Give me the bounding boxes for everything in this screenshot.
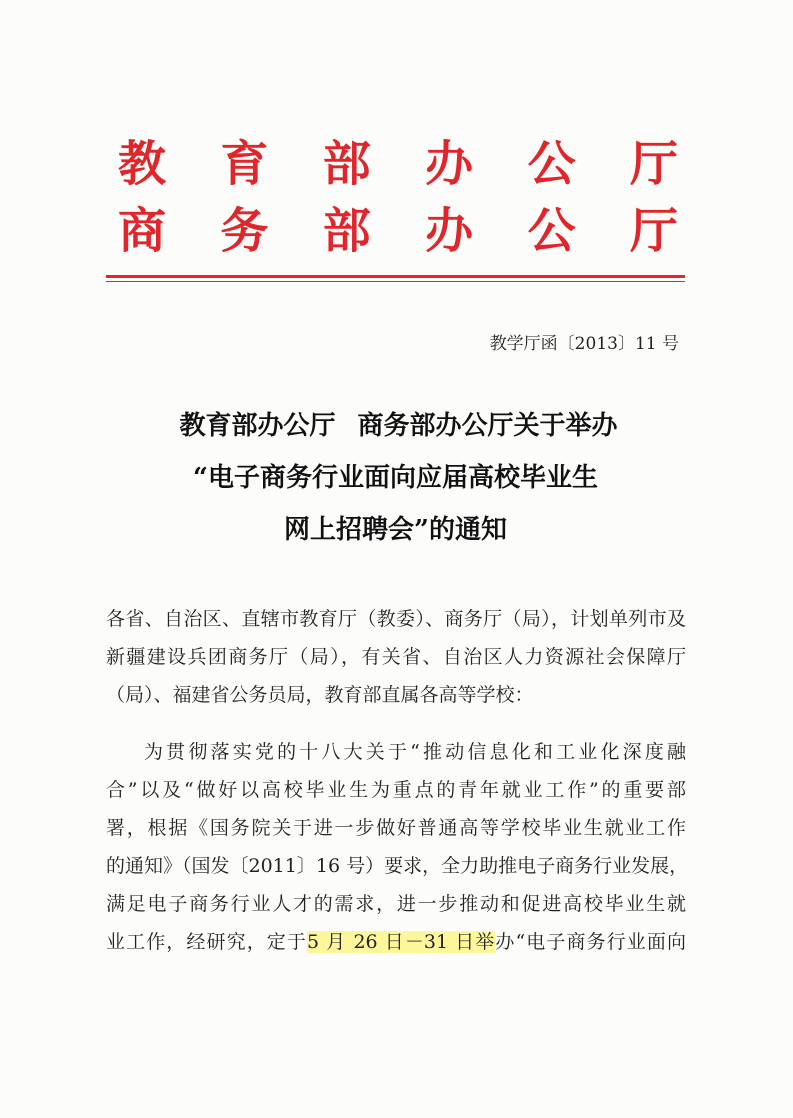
issuer-char: 育 xyxy=(220,136,269,192)
title-line-1 xyxy=(112,400,685,452)
body-line: 的通知》（国发〔2011〕16 号）要求，全力助推电子商务行业发展， xyxy=(106,855,689,877)
title-line-2: “电子商务行业面向应届高校毕业生 xyxy=(193,463,598,493)
title-line-1-part-b: 商务部办公厅关于举办 xyxy=(357,411,618,441)
issuer-char: 教 xyxy=(118,136,167,192)
red-divider-thin xyxy=(106,281,685,282)
issuer-char: 部 xyxy=(322,136,371,192)
title-line-3: 网上招聘会”的通知 xyxy=(284,515,507,545)
issuer-char: 办 xyxy=(425,136,474,192)
body-line: 满足电子商务行业人才的需求，进一步推动和促进高校毕业生就 xyxy=(106,893,686,915)
red-divider-thick xyxy=(106,275,685,278)
issuer-char: 部 xyxy=(322,203,371,259)
addressee-line: 各省、自治区、直辖市教育厅（教委）、商务厅（局），计划单列市及 xyxy=(106,608,686,630)
body-line: 为贯彻落实党的十八大关于“推动信息化和工业化深度融 xyxy=(144,741,686,763)
body-line: 署，根据《国务院关于进一步做好普通高等学校毕业生就业工作 xyxy=(106,817,686,839)
document-number: 教学厅函〔2013〕11 号 xyxy=(489,334,679,354)
issuer-char: 厅 xyxy=(629,136,678,192)
addressee-line: 新疆建设兵团商务厅（局），有关省、自治区人力资源社会保障厅 xyxy=(106,646,686,668)
issuer-header-line-2 xyxy=(118,203,678,259)
body-line-last xyxy=(106,923,686,961)
issuer-header-line-1 xyxy=(118,136,678,192)
addressee-block xyxy=(106,600,686,714)
body-paragraph xyxy=(106,733,689,961)
issuer-char: 办 xyxy=(425,203,474,259)
issuer-char: 公 xyxy=(527,203,576,259)
addressee-line: （局）、福建省公务员局，教育部直属各高等学校： xyxy=(106,684,534,706)
issuer-char: 商 xyxy=(118,203,167,259)
issuer-char: 厅 xyxy=(629,203,678,259)
document-title xyxy=(106,400,685,556)
body-line-last-prefix: 业工作，经研究，定于 xyxy=(106,931,307,953)
highlighted-date: 5 月 26 日－31 日举 xyxy=(306,931,496,953)
issuer-char: 务 xyxy=(220,203,269,259)
title-line-1-part-a: 教育部办公厅 xyxy=(179,411,336,441)
body-line: 合”以及“做好以高校毕业生为重点的青年就业工作”的重要部 xyxy=(106,779,686,801)
body-line-last-suffix: 办“电子商务行业面向 xyxy=(495,931,686,953)
issuer-char: 公 xyxy=(527,136,576,192)
